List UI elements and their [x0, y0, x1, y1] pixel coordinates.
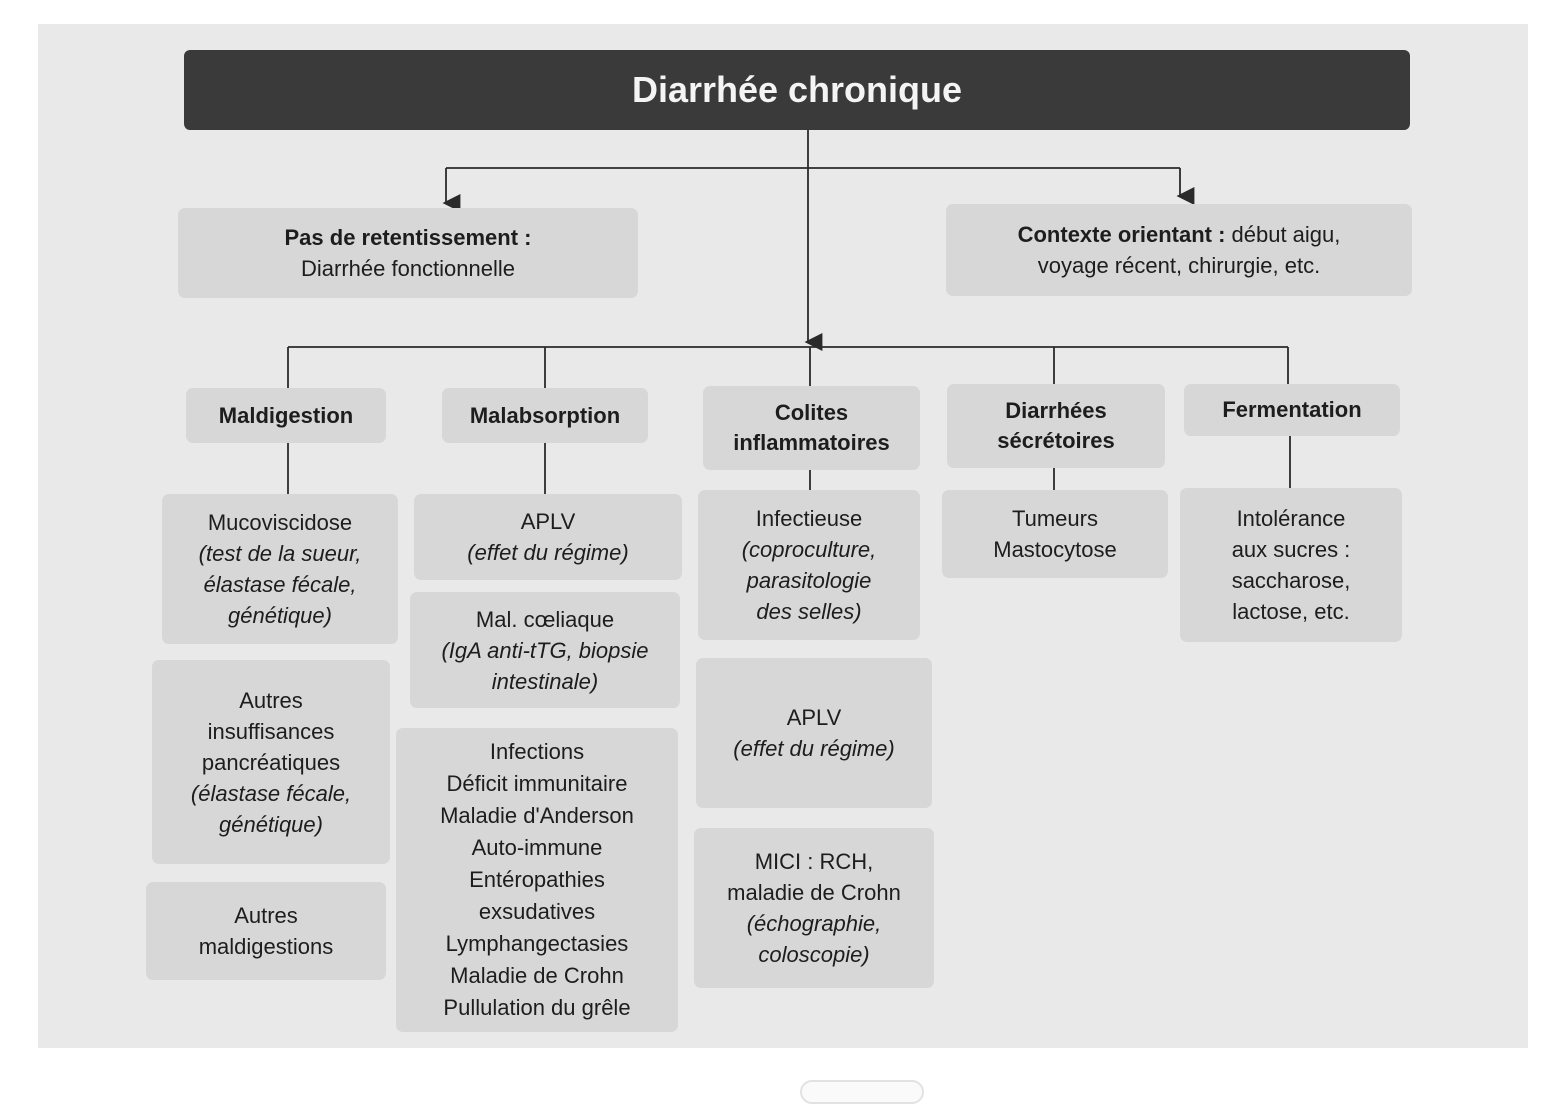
- malabsorption-item-1: [414, 494, 682, 580]
- category-fermentation-label: Fermentation: [1222, 397, 1362, 422]
- context-label: Contexte orientant :: [1017, 222, 1226, 247]
- secretoires-item-1: [942, 490, 1168, 578]
- category-malabsorption: [442, 388, 648, 443]
- category-secretoires-line2: sécrétoires: [997, 428, 1115, 453]
- item-text: Maladie de Crohn: [450, 963, 624, 988]
- category-colites-line1: Colites: [774, 400, 849, 425]
- diagram-title: Diarrhée chronique: [184, 50, 1410, 130]
- colites-item-3: [694, 828, 934, 988]
- category-malabsorption-label: Malabsorption: [469, 402, 621, 428]
- item-text: Intolérance: [1236, 506, 1346, 531]
- context-text-1: début aigu,: [1225, 222, 1341, 247]
- item-note: parasitologie: [746, 568, 872, 593]
- maldigestion-item-2: [152, 660, 390, 864]
- item-text: Autres: [234, 903, 298, 928]
- item-note: (élastase fécale,: [190, 780, 352, 806]
- item-text: maldigestions: [198, 934, 334, 959]
- colites-item-1: [698, 490, 920, 640]
- item-note: (effet du régime): [467, 540, 629, 565]
- colites-item-2: [696, 658, 932, 808]
- no-impact-box: [178, 208, 638, 298]
- malabsorption-item-2: [410, 592, 680, 708]
- item-text: APLV: [520, 509, 576, 534]
- item-text: Maladie d'Anderson: [440, 803, 634, 828]
- item-note: (test de la sueur,: [198, 541, 362, 566]
- item-text: Pullulation du grêle: [443, 995, 631, 1020]
- item-note: (coproculture,: [741, 537, 877, 562]
- category-maldigestion-label: Maldigestion: [218, 402, 354, 428]
- item-text: Infectieuse: [755, 506, 863, 531]
- item-text: Auto-immune: [471, 835, 603, 860]
- item-note: (effet du régime): [733, 736, 895, 761]
- item-note: des selles): [756, 599, 862, 624]
- maldigestion-item-1: [162, 494, 398, 644]
- item-note: élastase fécale,: [203, 572, 357, 597]
- item-note: (échographie,: [746, 911, 882, 936]
- item-text: MICI : RCH,: [754, 849, 874, 874]
- item-note: (IgA anti-tTG, biopsie: [441, 637, 649, 663]
- maldigestion-item-3: [146, 882, 386, 980]
- item-text: insuffisances: [207, 718, 335, 744]
- item-text: Lymphangectasies: [445, 931, 629, 956]
- item-text: Mucoviscidose: [207, 510, 353, 535]
- item-text: Mastocytose: [993, 537, 1117, 562]
- item-text: Infections: [489, 739, 585, 764]
- fermentation-item-1: [1180, 488, 1402, 642]
- item-note: génétique): [219, 811, 323, 837]
- item-text: APLV: [786, 705, 842, 730]
- category-secretoires: [947, 384, 1165, 468]
- no-impact-label: Pas de retentissement :: [284, 225, 532, 250]
- no-impact-text: Diarrhée fonctionnelle: [300, 256, 516, 281]
- item-text: Autres: [239, 687, 303, 713]
- category-colites: [703, 386, 920, 470]
- item-note: intestinale): [491, 668, 599, 694]
- item-text: pancréatiques: [201, 749, 341, 775]
- item-text: aux sucres :: [1231, 537, 1351, 562]
- scroll-indicator: [800, 1080, 924, 1104]
- item-text: exsudatives: [478, 899, 596, 924]
- item-text: Déficit immunitaire: [446, 771, 628, 796]
- category-maldigestion: [186, 388, 386, 443]
- item-note: génétique): [228, 603, 332, 628]
- context-box: [946, 204, 1412, 296]
- item-note: coloscopie): [758, 942, 870, 967]
- item-text: saccharose,: [1231, 568, 1351, 593]
- item-text: maladie de Crohn: [727, 880, 901, 905]
- item-text: Mal. cœliaque: [475, 606, 615, 632]
- item-text: Tumeurs: [1012, 506, 1098, 531]
- context-text-2: voyage récent, chirurgie, etc.: [1037, 253, 1321, 278]
- malabsorption-item-3: [396, 728, 678, 1032]
- category-secretoires-line1: Diarrhées: [1005, 398, 1107, 423]
- item-text: lactose, etc.: [1232, 599, 1350, 624]
- category-fermentation: [1184, 384, 1400, 436]
- item-text: Entéropathies: [469, 867, 605, 892]
- category-colites-line2: inflammatoires: [733, 430, 890, 455]
